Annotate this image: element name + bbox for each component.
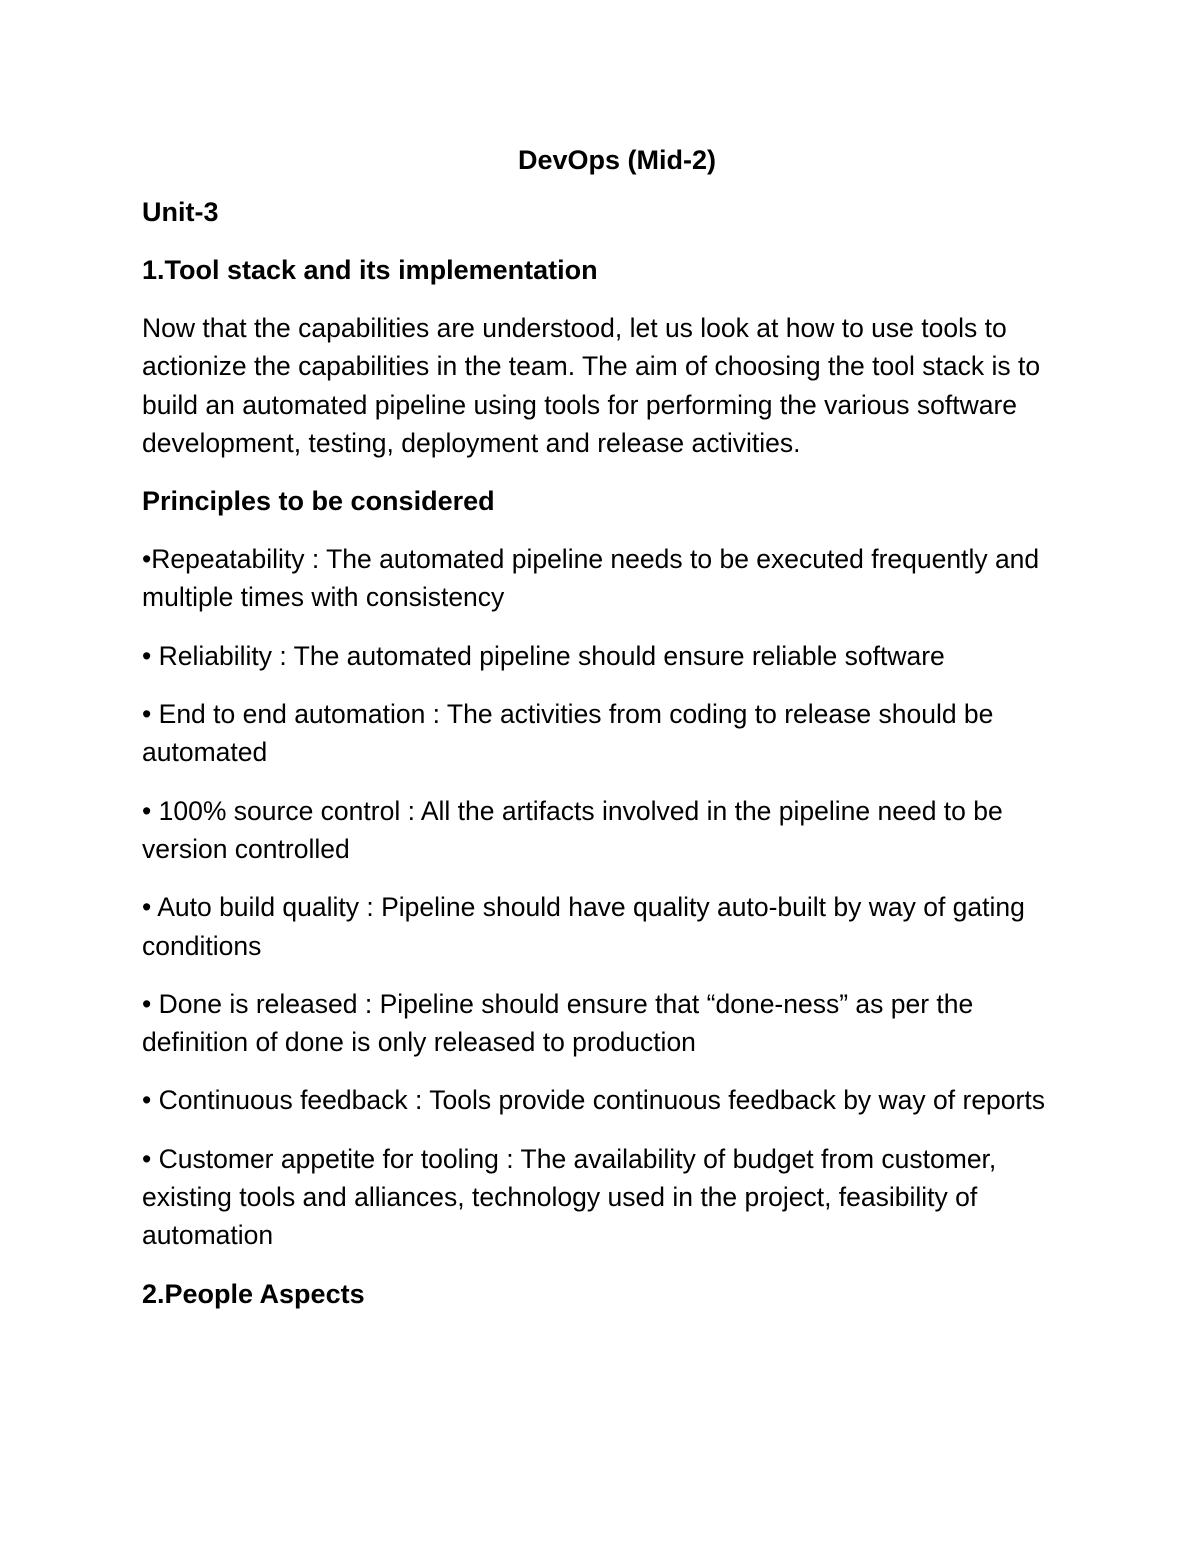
list-item: [142, 985, 1072, 1062]
principles-list: [142, 540, 1072, 1254]
intro-paragraph: Now that the capabilities are understood, let us look at how to use tools to actionize the capabilities in the team. The aim of choosing the tool stack is to build an automated pipeline using tools for performing the various software development, testing, deployment and release activities.: [142, 313, 1041, 458]
section-heading-people-aspects: 2.People Aspects: [142, 1278, 365, 1309]
list-item: [142, 1081, 1072, 1119]
bullet-icon: •: [142, 988, 159, 1019]
list-item: [142, 540, 1072, 617]
principles-heading: Principles to be considered: [142, 486, 495, 517]
list-item: [142, 695, 1072, 772]
bullet-icon: •: [142, 892, 158, 923]
list-item: [142, 637, 1072, 675]
list-item: [142, 888, 1072, 965]
list-item: [142, 792, 1072, 869]
list-item-text: Repeatability : The automated pipeline needs to be executed frequently and multiple times with consistency: [142, 544, 1040, 613]
document-title: DevOps (Mid-2): [517, 145, 717, 175]
list-item-text: 100% source control : All the artifacts involved in the pipeline need to be version controlled: [142, 795, 1003, 864]
bullet-icon: •: [142, 640, 159, 671]
list-item: [142, 1140, 1072, 1255]
list-item-text: Reliability : The automated pipeline should ensure reliable software: [158, 640, 945, 671]
list-item-text: Continuous feedback : Tools provide continuous feedback by way of reports: [158, 1085, 1045, 1116]
unit-heading: Unit-3: [142, 197, 219, 227]
list-item-text: Done is released : Pipeline should ensure that “done-ness” as per the definition of done is only released to production: [142, 988, 974, 1058]
document-page: [142, 141, 1072, 1333]
bullet-icon: •: [142, 1143, 159, 1174]
list-item-text: Customer appetite for tooling : The availability of budget from customer, existing tools and alliances, technology used in the project, feasibility of automation: [142, 1143, 997, 1251]
bullet-icon: •: [142, 699, 159, 730]
bullet-icon: •: [142, 1085, 159, 1116]
list-item-text: End to end automation : The activities from coding to release should be automated: [142, 699, 994, 768]
bullet-icon: •: [142, 544, 152, 575]
section-heading-tool-stack: 1.Tool stack and its implementation: [142, 255, 598, 285]
list-item-text: Auto build quality : Pipeline should have quality auto-built by way of gating conditions: [142, 892, 1025, 961]
bullet-icon: •: [142, 795, 159, 826]
